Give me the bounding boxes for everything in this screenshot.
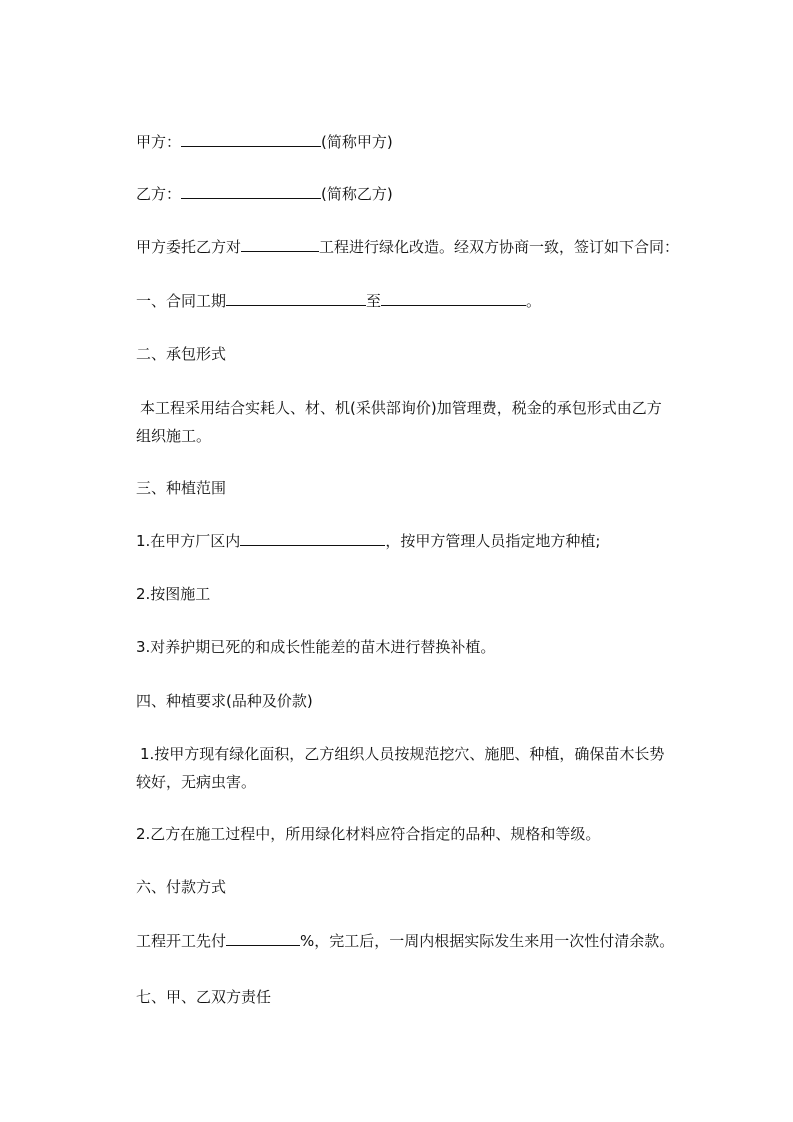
requirement-item-1-line2: 较好，无病虫害。	[136, 773, 257, 791]
term-prefix: 一、合同工期	[136, 292, 227, 310]
payment-body	[136, 927, 716, 955]
planting-scope-heading: 三、种植范围	[136, 479, 227, 497]
payment-suffix: %，完工后，一周内根据实际发生来用一次性付清余款。	[300, 932, 675, 950]
party-a-label: 甲方：	[136, 133, 182, 151]
planting-requirements-heading: 四、种植要求(品种及价款)	[136, 692, 313, 710]
intro-suffix: 工程进行绿化改造。经双方协商一致，签订如下合同：	[319, 238, 680, 256]
payment-heading: 六、付款方式	[136, 878, 227, 896]
party-b-blank	[181, 184, 321, 199]
intro-prefix: 甲方委托乙方对	[136, 238, 242, 256]
term-line	[136, 287, 716, 315]
scope-item-3: 3.对养护期已死的和成长性能差的苗木进行替换补植。	[136, 638, 496, 656]
party-a-line	[136, 128, 716, 156]
scope-area-blank	[240, 531, 385, 546]
term-mid: 至	[366, 292, 382, 310]
requirement-item-2: 2.乙方在施工过程中，所用绿化材料应符合指定的品种、规格和等级。	[136, 825, 601, 843]
contract-form-line2: 组织施工。	[136, 427, 212, 445]
requirement-item-1	[136, 740, 720, 796]
party-b-suffix: (简称乙方)	[321, 185, 393, 203]
contract-form-heading: 二、承包形式	[136, 345, 227, 363]
contract-form-line1: 本工程采用结合实耗人、材、机(采供部询价)加管理费，税金的承包形式由乙方	[140, 399, 662, 417]
requirement-item-1-line1: 1.按甲方现有绿化面积，乙方组织人员按规范挖穴、施肥、种植，确保苗木长势	[140, 745, 665, 763]
term-end: 。	[526, 292, 542, 310]
intro-line	[136, 233, 716, 261]
project-name-blank	[241, 237, 319, 252]
scope-item-1	[136, 527, 716, 555]
party-b-label: 乙方：	[136, 185, 182, 203]
party-b-line	[136, 180, 716, 208]
scope-item-2: 2.按图施工	[136, 585, 211, 603]
term-end-blank	[381, 291, 526, 306]
contract-form-body	[136, 394, 720, 450]
party-a-blank	[181, 132, 321, 147]
scope-item-1-prefix: 1.在甲方厂区内	[136, 532, 241, 550]
term-start-blank	[226, 291, 366, 306]
responsibilities-heading: 七、甲、乙双方责任	[136, 988, 272, 1006]
payment-percent-blank	[226, 931, 300, 946]
party-a-suffix: (简称甲方)	[321, 133, 393, 151]
scope-item-1-suffix: ，按甲方管理人员指定地方种植;	[385, 532, 601, 550]
payment-prefix: 工程开工先付	[136, 932, 227, 950]
